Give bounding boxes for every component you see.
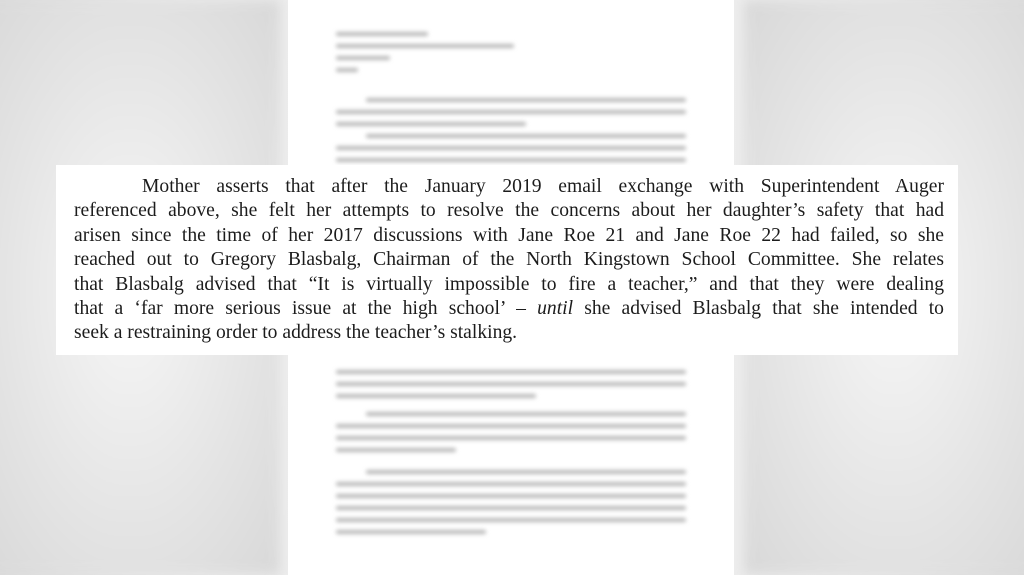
excerpt-line-4: reached out to Gregory Blasbalg, Chairman of the North Kingstown School Committee. She relates [74,249,944,271]
excerpt-line-7: seek a restraining order to address the teacher’s stalking. [74,322,518,344]
excerpt-line-6-end: she advised Blasbalg that she intended to [584,298,944,320]
excerpt-line-1: Mother asserts that after the January 2019 email exchange with Superintendent Auger [142,176,944,197]
excerpt-line-2: referenced above, she felt her attempts to resolve the concerns about her daughter’s safety that had [74,200,944,222]
excerpt-emphasis-until: until [537,298,574,320]
excerpt-paragraph [74,175,944,346]
excerpt-line-6 [74,297,944,321]
highlighted-excerpt [56,165,958,355]
excerpt-line-5: that Blasbalg advised that “It is virtually impossible to fire a teacher,” and that they were dealing [74,273,944,295]
excerpt-line-3: arisen since the time of her 2017 discussions with Jane Roe 21 and Jane Roe 22 had failed, so she [74,224,944,246]
excerpt-line-6-start: that a ‘far more serious issue at the high school’ – [74,298,526,320]
